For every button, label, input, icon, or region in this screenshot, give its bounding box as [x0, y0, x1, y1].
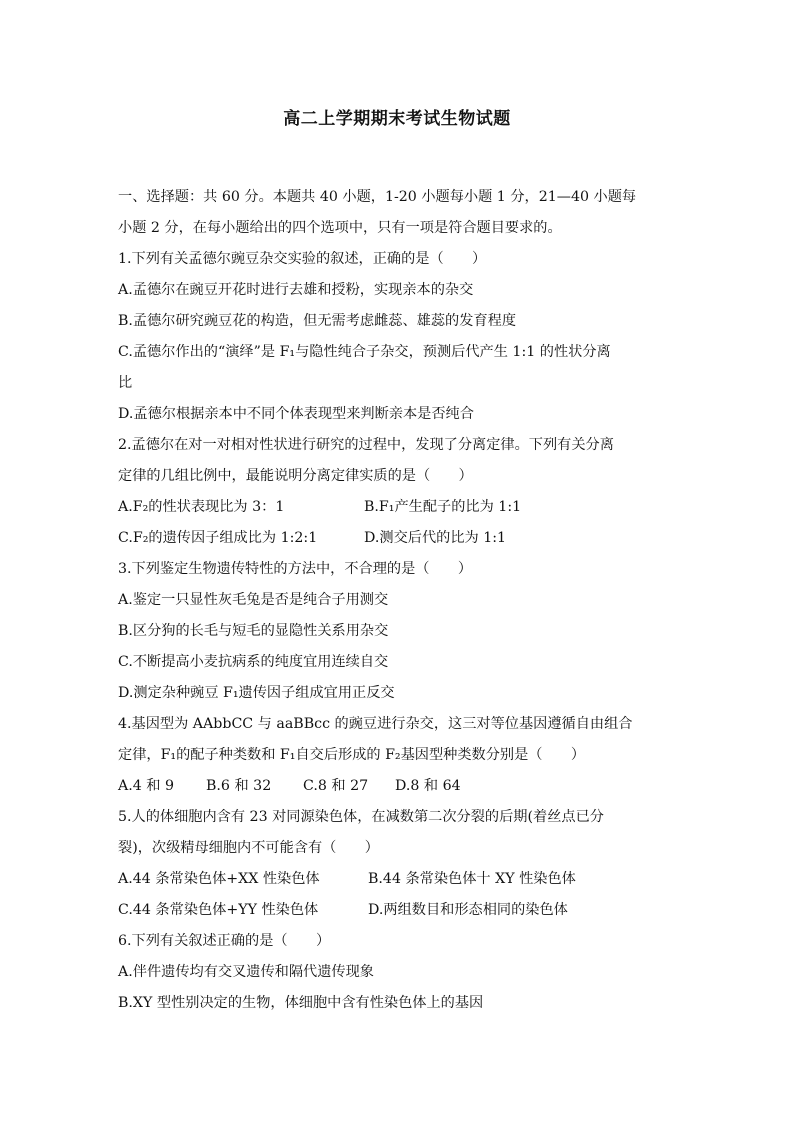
question-2-stem-line-2: 定律的几组比例中，最能说明分离定律实质的是（ ） — [118, 468, 473, 484]
question-4-options — [118, 771, 678, 802]
question-2-options-cd — [118, 523, 678, 554]
question-1-option-c-line-2: 比 — [118, 375, 133, 391]
question-6-option-b: B.XY 型性别决定的生物，体细胞中含有性染色体上的基因 — [118, 995, 484, 1011]
question-4-stem-line-1: 4.基因型为 AAbbCC 与 aaBBcc 的豌豆进行杂交，这三对等位基因遵循自由组合 — [118, 716, 633, 732]
exam-title: 高二上学期期末考试生物试题 — [283, 109, 511, 129]
question-5-option-a: A.44 条常染色体+XX 性染色体 — [118, 871, 320, 887]
question-1-option-c-line-1: C.孟德尔作出的“演绎”是 F₁与隐性纯合子杂交，预测后代产生 1:1 的性状分离 — [118, 344, 611, 360]
question-5-stem-line-2: 裂)，次级精母细胞内不可能含有（ ） — [118, 840, 379, 856]
question-3-option-d: D.测定杂种豌豆 F₁遗传因子组成宜用正反交 — [118, 685, 395, 701]
question-1-option-d: D.孟德尔根据亲本中不同个体表现型来判断亲本是否纯合 — [118, 406, 474, 422]
question-2-option-b: B.F₁产生配子的比为 1:1 — [364, 499, 522, 515]
question-2-option-a: A.F₂的性状表现比为 3：1 — [118, 499, 285, 515]
question-4-stem-line-2: 定律，F₁的配子种类数和 F₁自交后形成的 F₂基因型种类数分别是（ ） — [118, 747, 586, 763]
question-5-option-d: D.两组数目和形态相同的染色体 — [368, 902, 568, 918]
question-2-stem-line-1: 2.孟德尔在对一对相对性状进行研究的过程中，发现了分离定律。下列有关分离 — [118, 437, 614, 453]
question-1-option-b: B.孟德尔研究豌豆花的构造，但无需考虑雌蕊、雄蕊的发育程度 — [118, 313, 517, 329]
question-4-option-b: B.6 和 32 — [206, 778, 272, 794]
question-5-options-cd — [118, 895, 678, 926]
question-5-stem-line-1: 5.人的体细胞内含有 23 对同源染色体，在减数第二次分裂的后期(着丝点已分 — [118, 809, 604, 825]
question-1-stem: 1.下列有关孟德尔豌豆杂交实验的叙述，正确的是（ ） — [118, 251, 487, 267]
question-4-option-d: D.8 和 64 — [395, 778, 461, 794]
section-instructions-line-2: 小题 2 分，在每小题给出的四个选项中，只有一项是符合题目要求的。 — [118, 220, 562, 236]
question-1-option-a: A.孟德尔在豌豆开花时进行去雄和授粉，实现亲本的杂交 — [118, 282, 474, 298]
question-3-stem: 3.下列鉴定生物遗传特性的方法中，不合理的是（ ） — [118, 561, 473, 577]
question-5-option-b: B.44 条常染色体十 XY 性染色体 — [368, 871, 576, 887]
exam-content — [118, 182, 678, 1019]
question-3-option-a: A.鉴定一只显性灰毛兔是否是纯合子用测交 — [118, 592, 389, 608]
question-6-stem: 6.下列有关叙述正确的是（ ） — [118, 933, 331, 949]
question-2-option-d: D.测交后代的比为 1:1 — [364, 530, 507, 546]
question-3-option-c: C.不断提高小麦抗病系的纯度宜用连续自交 — [118, 654, 389, 670]
question-5-options-ab — [118, 864, 678, 895]
question-6-option-a: A.伴件遗传均有交叉遗传和隔代遗传现象 — [118, 964, 374, 980]
question-2-options-ab — [118, 492, 678, 523]
question-4-option-c: C.8 和 27 — [303, 778, 369, 794]
question-2-option-c: C.F₂的遗传因子组成比为 1:2:1 — [118, 530, 318, 546]
section-instructions-line-1: 一、选择题：共 60 分。本题共 40 小题，1-20 小题每小题 1 分，21—40 小题每 — [118, 189, 637, 205]
question-5-option-c: C.44 条常染色体+YY 性染色体 — [118, 902, 319, 918]
question-3-option-b: B.区分狗的长毛与短毛的显隐性关系用杂交 — [118, 623, 389, 639]
question-4-option-a: A.4 和 9 — [118, 778, 175, 794]
